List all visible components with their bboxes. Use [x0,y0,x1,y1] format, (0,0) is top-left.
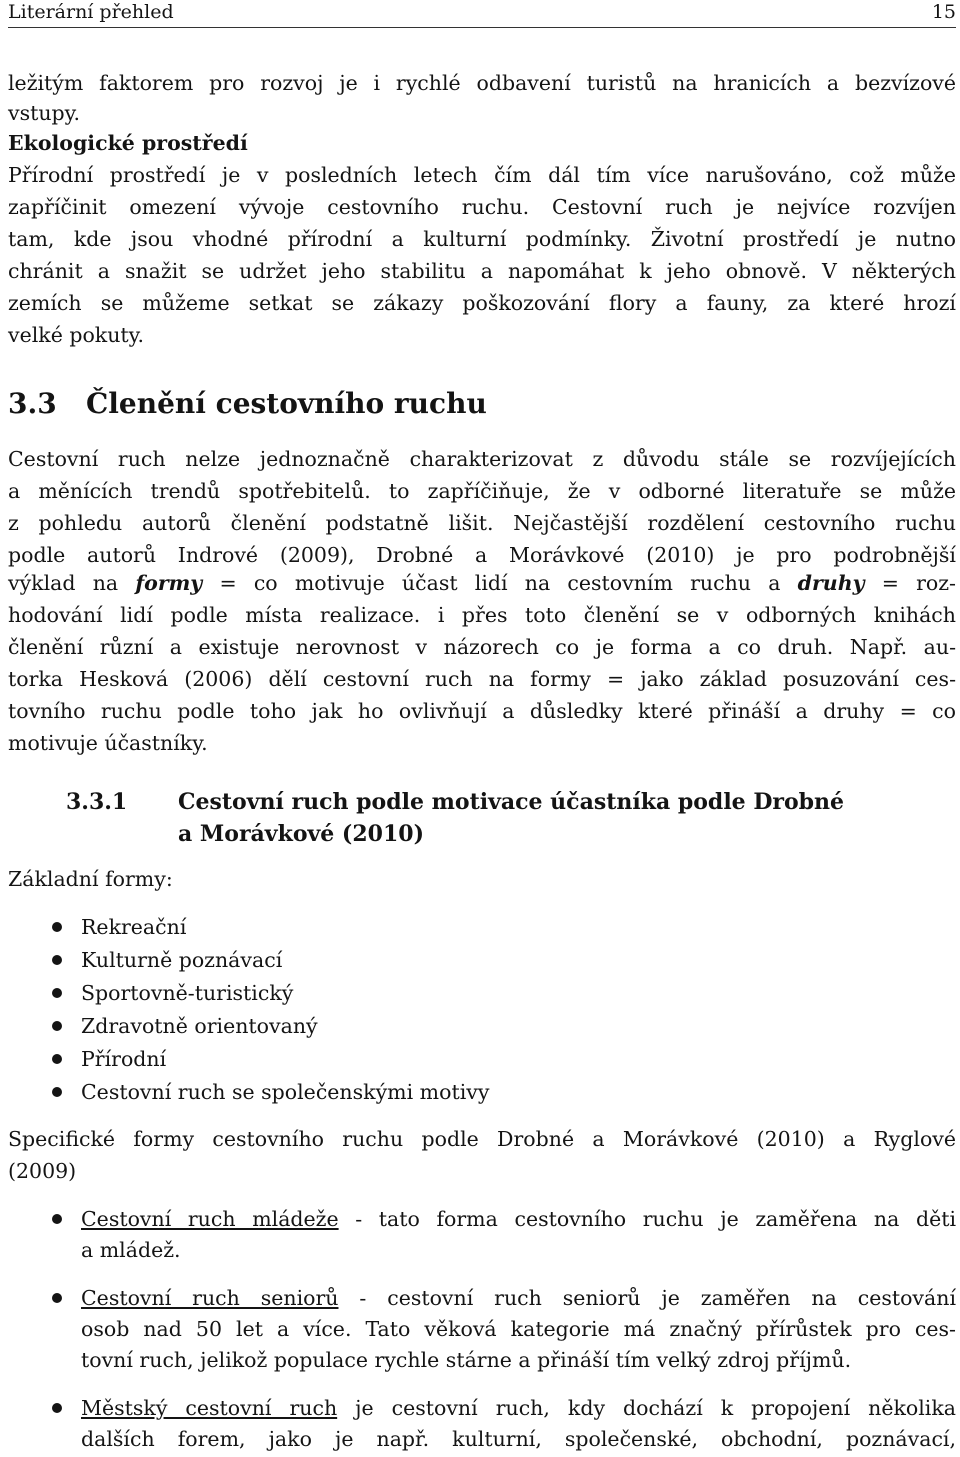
bullet-icon [52,1054,62,1064]
paragraph-line: vstupy. [8,101,81,125]
page-number: 15 [931,1,956,23]
paragraph-line: a měnících trendů spotřebitelů. to zapříčiňuje, že v odborné literatuře se může [8,479,956,503]
paragraph-line: podle autorů Indrové (2009), Drobné a Morávkové (2010) je pro podrobnější [8,543,956,567]
list-item: Kulturně poznávací [81,948,283,972]
list-item: Rekreační [81,915,187,939]
bullet-icon [52,922,62,932]
list-item-continued: dalších forem, jako je např. kulturní, společenské, obchodní, poznávací, [81,1427,956,1451]
bullet-icon [52,1087,62,1097]
section-number: 3.3 [8,387,57,420]
text-run: = roz- [864,571,956,595]
text-run: = co motivuje účast lidí na cestovním ruchu a [202,571,798,595]
term-formy: formy [135,571,203,595]
list-item-continued: a mládež. [81,1238,181,1262]
list-item: Sportovně-turistický [81,981,294,1005]
text-run: - cestovní ruch seniorů je zaměřen na cestování [338,1286,956,1310]
list-item [81,1283,956,1313]
list-item: Cestovní ruch se společenskými motivy [81,1080,490,1104]
text-run: je cestovní ruch, kdy dochází k propojení několika [337,1396,957,1420]
term-urban-tourism: Městský cestovní ruch [81,1396,338,1420]
paragraph-line: členění různí a existuje nerovnost v názorech co je forma a co druh. Např. au- [8,635,956,659]
running-header [8,0,956,28]
text-run: - tato forma cestovního ruchu je zaměřena na děti [338,1207,956,1231]
paragraph-line: torka Hesková (2006) dělí cestovní ruch na formy = jako základ posuzování ces- [8,667,956,691]
subheading-ecology: Ekologické prostředí [8,131,248,155]
paragraph-line: Cestovní ruch nelze jednoznačně charakterizovat z důvodu stále se rozvíjejících [8,447,956,471]
paragraph-line: chránit a snažit se udržet jeho stabilitu a napomáhat k jeho obnově. V některých [8,259,956,283]
list-item [81,1393,956,1423]
bullet-icon [52,1403,62,1413]
text-run: výklad na [8,571,136,595]
section-title: Členění cestovního ruchu [86,387,487,420]
paragraph-line: hodování lidí podle místa realizace. i přes toto členění se v odborných knihách [8,603,956,627]
subsection-title: a Morávkové (2010) [178,821,424,847]
list-item: Přírodní [81,1047,167,1071]
list-item [81,1204,956,1234]
paragraph-line: z pohledu autorů členění podstatně lišit. Nejčastější rozdělení cestovního ruchu [8,511,956,535]
paragraph-line: zapříčinit omezení vývoje cestovního ruchu. Cestovní ruch je nejvíce rozvíjen [8,195,956,219]
list-item-continued: tovní ruch, jelikož populace rychle stárne a přináší tím velký zdroj příjmů. [81,1348,852,1372]
paragraph-line: ležitým faktorem pro rozvoj je i rychlé odbavení turistů na hranicích a bezvízové [8,71,956,95]
paragraph-line: Specifické formy cestovního ruchu podle Drobné a Morávkové (2010) a Ryglové [8,1127,956,1151]
subsection-number: 3.3.1 [66,789,128,815]
paragraph-line: motivuje účastníky. [8,731,208,755]
list-item-continued: osob nad 50 let a více. Tato věková kategorie má značný přírůstek pro ces- [81,1317,956,1341]
bullet-icon [52,1214,62,1224]
term-senior-tourism: Cestovní ruch seniorů [81,1286,339,1310]
list-item: Zdravotně orientovaný [81,1014,318,1038]
term-youth-tourism: Cestovní ruch mládeže [81,1207,339,1231]
list-label: Základní formy: [8,867,173,891]
bullet-icon [52,988,62,998]
bullet-icon [52,955,62,965]
paragraph-line: tam, kde jsou vhodné přírodní a kulturní podmínky. Životní prostředí je nutno [8,227,956,251]
paragraph-line [8,568,956,598]
paragraph-line: Přírodní prostředí je v posledních letech čím dál tím více narušováno, což může [8,163,956,187]
bullet-icon [52,1021,62,1031]
section-heading [8,384,487,424]
subsection-title: Cestovní ruch podle motivace účastníka podle Drobné [178,789,845,815]
paragraph-line: velké pokuty. [8,323,145,347]
chapter-title: Literární přehled [8,1,174,23]
paragraph-line: zemích se můžeme setkat se zákazy poškozování flory a fauny, za které hrozí [8,291,956,315]
paragraph-line: tovního ruchu podle toho jak ho ovlivňují a důsledky které přináší a druhy = co [8,699,956,723]
term-druhy: druhy [797,571,865,595]
bullet-icon [52,1293,62,1303]
paragraph-line: (2009) [8,1159,77,1183]
